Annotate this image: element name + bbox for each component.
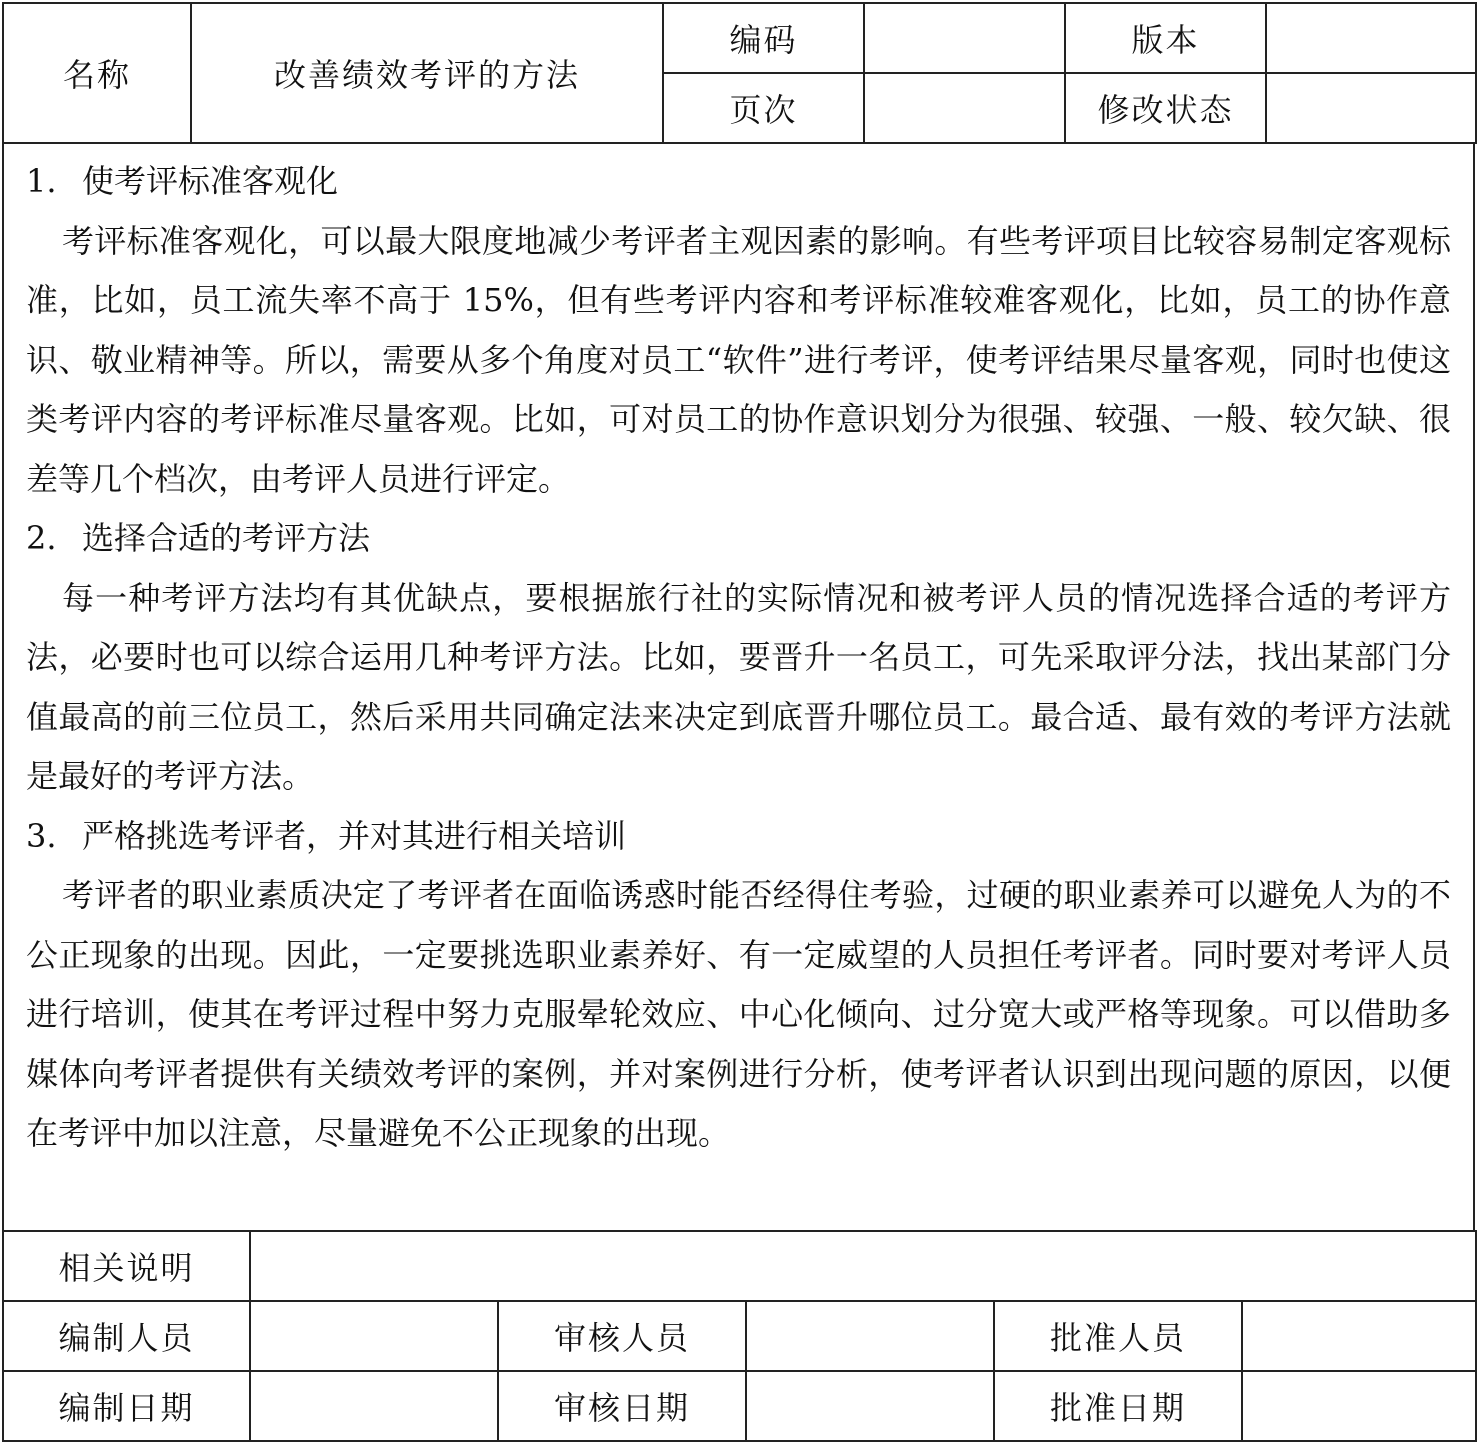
code-value [864,3,1065,73]
section-3-heading [26,807,1451,867]
document-title: 改善绩效考评的方法 [191,3,663,143]
section-1-heading [26,152,1451,212]
reviewed-by-value [746,1301,994,1371]
prepared-by-label: 编制人员 [3,1301,250,1371]
dates-row [3,1371,1476,1441]
name-label: 名称 [3,3,191,143]
body-text [4,142,1473,1164]
body-content-cell [2,142,1475,1230]
footer-table [2,1230,1477,1442]
section-2-title: 选择合适的考评方法 [82,519,371,557]
section-2-paragraph: 每一种考评方法均有其优缺点，要根据旅行社的实际情况和被考评人员的情况选择合适的考评方法，必要时也可以综合运用几种考评方法。比如，要晋升一名员工，可先采取评分法，找出某部门分值最高的前三位员工，然后采用共同确定法来决定到底晋升哪位员工。最合适、最有效的考评方法就是最好的考评方法。 [26,578,1451,795]
section-1-paragraph: 考评标准客观化，可以最大限度地减少考评者主观因素的影响。有些考评项目比较容易制定客观标准，比如，员工流失率不高于 15%，但有些考评内容和考评标准较难客观化，比如，员工的协作意识、敬业精神等。所以，需要从多个角度对员工“软件”进行考评，使考评结果尽量客观，同时也使这类考评内容的考评标准尽量客观。比如，可对员工的协作意识划分为很强、较强、一般、较欠缺、很差等几个档次，由考评人员进行评定。 [26,221,1451,498]
revision-value [1266,73,1476,143]
prepared-date-value [250,1371,498,1441]
notes-value [250,1231,1476,1301]
header-table [2,2,1477,144]
section-3-paragraph: 考评者的职业素质决定了考评者在面临诱惑时能否经得住考验，过硬的职业素养可以避免人为的不公正现象的出现。因此，一定要挑选职业素养好、有一定威望的人员担任考评者。同时要对考评人员进行培训，使其在考评过程中努力克服晕轮效应、中心化倾向、过分宽大或严格等现象。可以借助多媒体向考评者提供有关绩效考评的案例，并对案例进行分析，使考评者认识到出现问题的原因，以便在考评中加以注意，尽量避免不公正现象的出现。 [26,876,1451,1152]
section-2-number: 2. [26,519,57,557]
approved-date-value [1242,1371,1476,1441]
header-row-1 [3,3,1476,73]
reviewed-date-label: 审核日期 [498,1371,746,1441]
reviewed-by-label: 审核人员 [498,1301,746,1371]
approved-by-value [1242,1301,1476,1371]
section-1-number: 1. [26,162,57,200]
reviewed-date-value [746,1371,994,1441]
version-label: 版本 [1065,3,1266,73]
approved-date-label: 批准日期 [994,1371,1242,1441]
prepared-by-value [250,1301,498,1371]
notes-label: 相关说明 [3,1231,250,1301]
prepared-date-label: 编制日期 [3,1371,250,1441]
page-label: 页次 [663,73,864,143]
section-1-title: 使考评标准客观化 [82,162,339,200]
notes-row [3,1231,1476,1301]
personnel-row [3,1301,1476,1371]
section-3-title: 严格挑选考评者，并对其进行相关培训 [82,816,627,855]
code-label: 编码 [663,3,864,73]
section-2-heading [26,509,1451,569]
page-value [864,73,1065,143]
section-3-number: 3. [26,816,57,855]
revision-label: 修改状态 [1065,73,1266,143]
approved-by-label: 批准人员 [994,1301,1242,1371]
version-value [1266,3,1476,73]
